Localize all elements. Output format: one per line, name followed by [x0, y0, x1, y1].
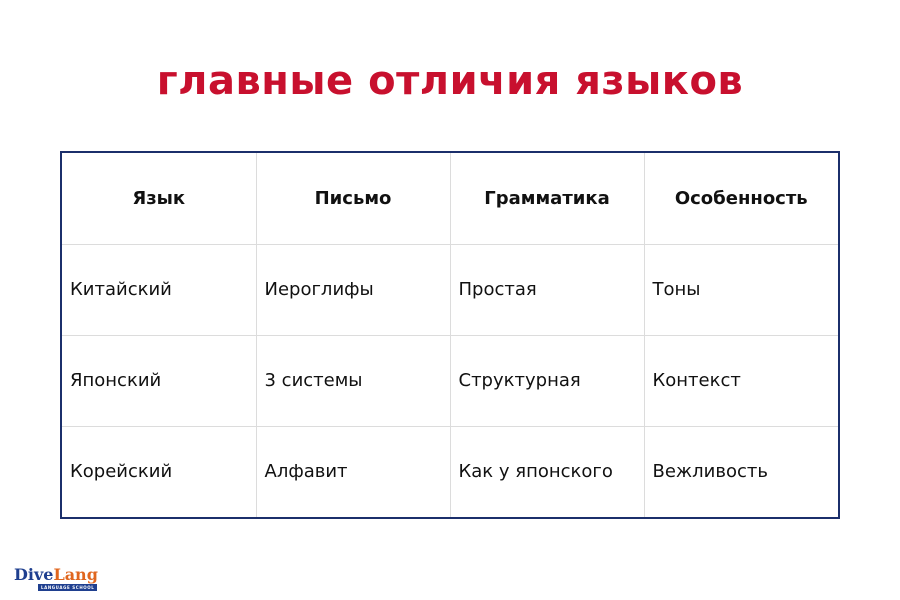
table-row [62, 244, 838, 335]
comparison-table [60, 151, 840, 519]
table-header-row [62, 153, 838, 244]
cell-feature: Тоны [644, 244, 838, 335]
cell-writing: 3 системы [256, 335, 450, 426]
table-row [62, 335, 838, 426]
header-writing: Письмо [256, 153, 450, 244]
logo-text-dive: Dive [14, 565, 54, 584]
cell-feature: Вежливость [644, 426, 838, 517]
logo-subtitle: LANGUAGE SCHOOL [38, 584, 97, 591]
page-title: главные отличия языков [156, 58, 744, 104]
header-feature: Особенность [644, 153, 838, 244]
cell-feature: Контекст [644, 335, 838, 426]
cell-writing: Иероглифы [256, 244, 450, 335]
languages-table [62, 153, 838, 517]
divelang-logo [14, 565, 104, 595]
logo-text-lang: Lang [53, 565, 98, 584]
cell-grammar: Простая [450, 244, 644, 335]
cell-language: Корейский [62, 426, 256, 517]
table-row [62, 426, 838, 517]
header-grammar: Грамматика [450, 153, 644, 244]
cell-language: Китайский [62, 244, 256, 335]
cell-grammar: Как у японского [450, 426, 644, 517]
cell-language: Японский [62, 335, 256, 426]
header-language: Язык [62, 153, 256, 244]
cell-writing: Алфавит [256, 426, 450, 517]
cell-grammar: Структурная [450, 335, 644, 426]
